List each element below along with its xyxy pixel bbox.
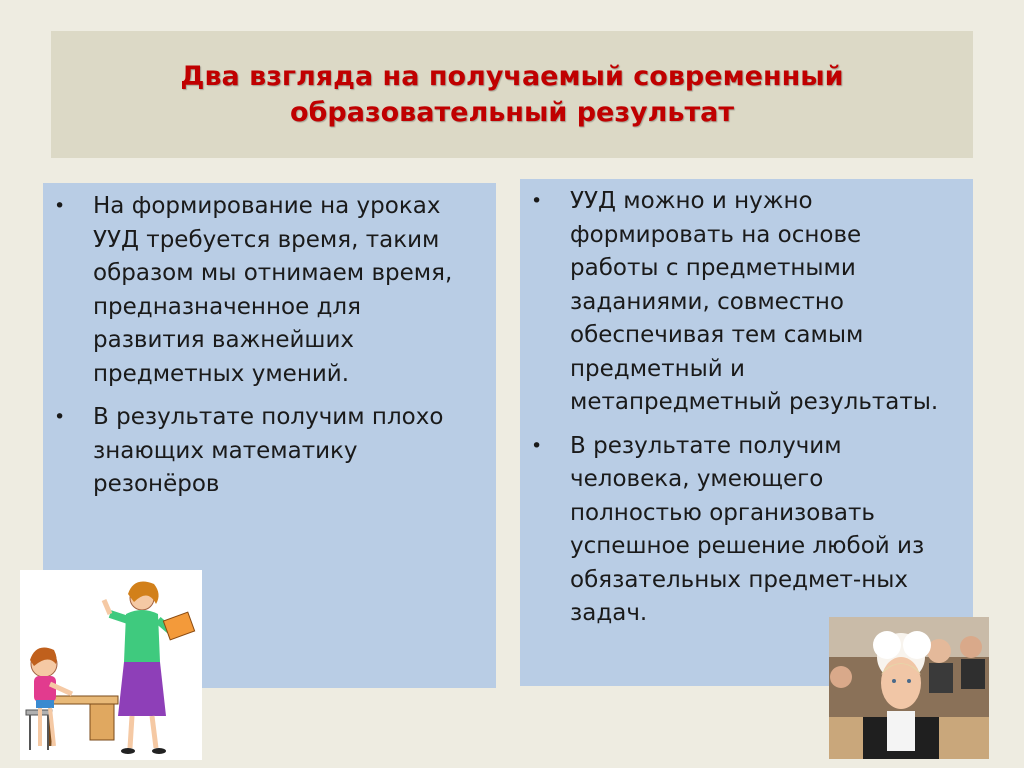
right-view-panel (520, 179, 973, 686)
left-bullet-item: • На формирование на уроках УУД требуется время, таким образом мы отнимаем время, предназначенное для развития важнейших предметных умений. (43, 190, 496, 391)
classroom-photo (829, 617, 989, 759)
teacher-student-drawing (20, 570, 202, 760)
left-bullet-item: • В результате получим плохо знающих математику резонёров (43, 401, 496, 502)
title-banner (51, 31, 973, 158)
slide-title-line-2: образовательный результат (290, 96, 734, 128)
left-bullet-list (43, 183, 496, 502)
right-bullet-list (520, 179, 973, 631)
teacher-student-illustration (20, 570, 202, 760)
classroom-photo-drawing (829, 617, 989, 759)
right-bullet-item: • В результате получим человека, умеющего полностью организовать успешное решение любой из обязательных предмет-ных задач. (520, 430, 973, 631)
slide-title-line-1: Два взгляда на получаемый современный (180, 60, 844, 92)
right-bullet-item: • УУД можно и нужно формировать на основе работы с предметными заданиями, совместно обеспечивая тем самым предметный и метапредметный результаты. (520, 185, 973, 420)
slide-title (180, 59, 843, 131)
